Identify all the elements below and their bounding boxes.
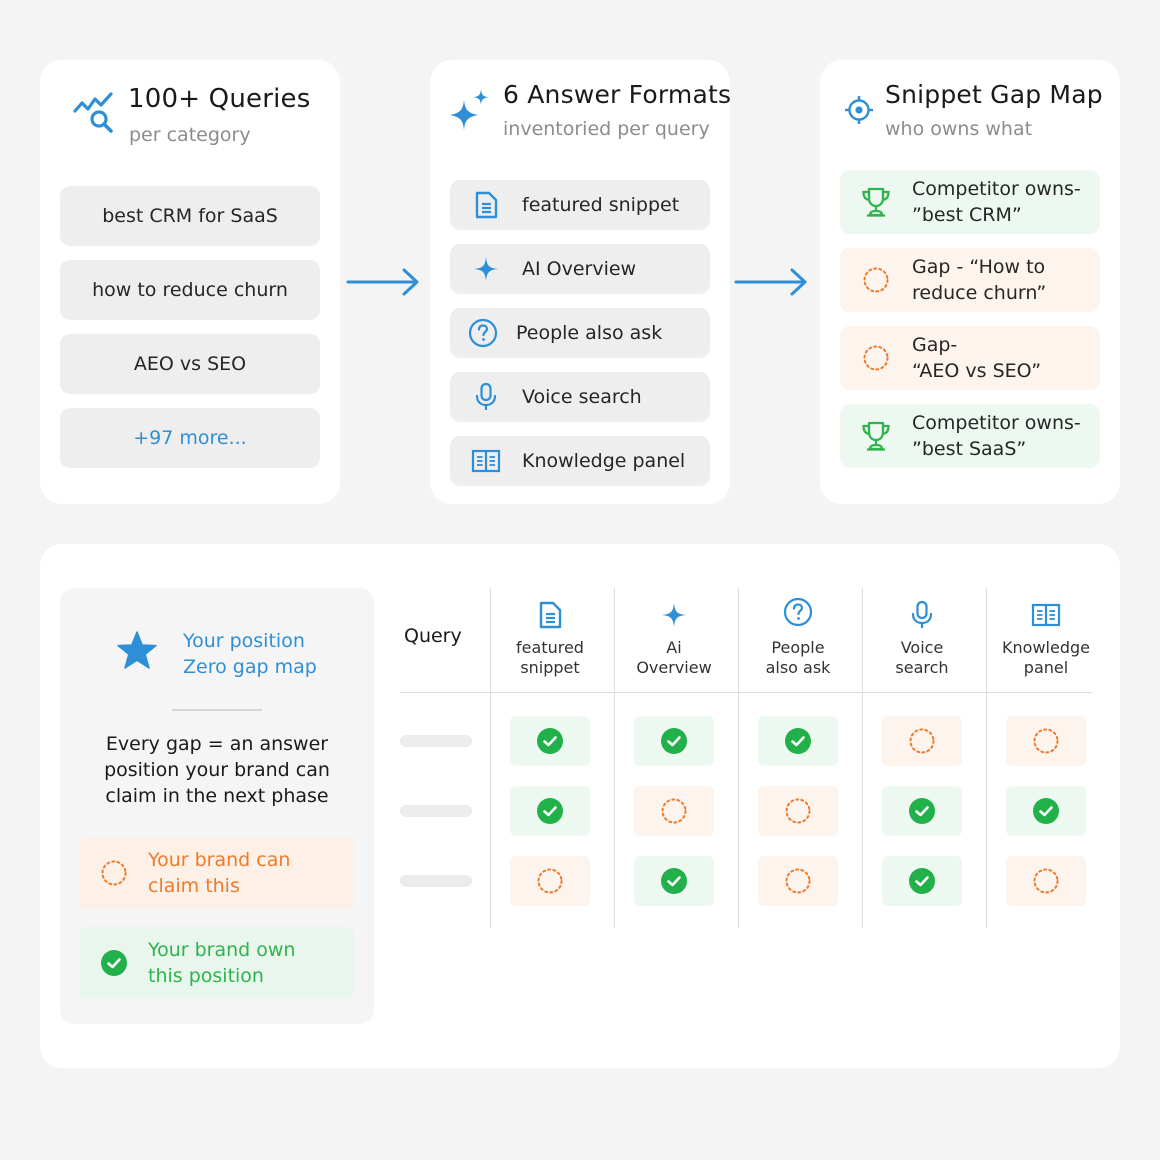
header-divider	[400, 692, 1092, 693]
gap-item-owned	[840, 170, 1100, 234]
dotted-circle-icon	[80, 859, 148, 887]
matrix-cell-owned	[882, 856, 962, 906]
format-item-knowledge-panel	[450, 436, 710, 486]
gap-item-label: Gap- “AEO vs SEO”	[912, 334, 1042, 382]
query-placeholder	[400, 805, 472, 817]
trophy-icon	[840, 404, 912, 468]
check-circle-icon	[660, 867, 688, 895]
dotted-circle-icon	[660, 797, 688, 825]
book-icon	[1031, 592, 1061, 638]
position-title: Your position Zero gap map	[183, 630, 317, 678]
column-header-voice-search	[860, 592, 984, 678]
column-header-ai-overview	[612, 592, 736, 678]
column-label: Ai Overview	[636, 638, 712, 677]
query-placeholder	[400, 735, 472, 747]
dotted-circle-icon	[1032, 727, 1060, 755]
divider	[172, 709, 262, 711]
matrix-cell-gap	[882, 716, 962, 766]
query-column-header: Query	[404, 625, 462, 647]
star-icon	[116, 631, 158, 675]
question-icon	[783, 586, 813, 638]
check-circle-icon	[536, 727, 564, 755]
gap-item-label: Competitor owns- ”best SaaS”	[912, 412, 1081, 460]
check-circle-icon	[908, 797, 936, 825]
matrix-cell-gap	[510, 856, 590, 906]
check-circle-icon	[784, 727, 812, 755]
format-label: Knowledge panel	[522, 450, 686, 472]
legend-gap	[80, 837, 354, 909]
book-icon	[450, 436, 522, 486]
matrix-cell-owned	[1006, 786, 1086, 836]
query-item: how to reduce churn	[60, 260, 320, 320]
matrix-cell-owned	[634, 716, 714, 766]
dotted-circle-icon	[784, 797, 812, 825]
format-label: AI Overview	[522, 258, 637, 280]
matrix-cell-owned	[758, 716, 838, 766]
matrix-cell-gap	[1006, 716, 1086, 766]
format-item-featured-snippet	[450, 180, 710, 230]
dotted-circle-icon	[908, 727, 936, 755]
query-item: AEO vs SEO	[60, 334, 320, 394]
dotted-circle-icon	[1032, 867, 1060, 895]
gap-item-gap	[840, 326, 1100, 390]
legend-own	[80, 927, 354, 999]
legend-gap-label: Your brand can claim this	[148, 849, 291, 897]
matrix-cell-gap	[758, 786, 838, 836]
sparkle-icon	[448, 88, 492, 138]
gap-item-gap	[840, 248, 1100, 312]
document-icon	[450, 180, 522, 230]
column-header-knowledge-panel	[984, 592, 1108, 678]
matrix-cell-owned	[882, 786, 962, 836]
zero-gap-map-card	[40, 544, 1120, 1068]
microphone-icon	[910, 592, 934, 638]
legend-panel	[60, 588, 374, 1024]
gap-map-card	[820, 60, 1120, 504]
matrix-cell-gap	[1006, 856, 1086, 906]
format-item-people-also-ask	[450, 308, 710, 358]
matrix-cell-owned	[510, 716, 590, 766]
formats-card	[430, 60, 730, 504]
matrix-cell-owned	[634, 856, 714, 906]
format-label: featured snippet	[522, 194, 680, 216]
trophy-icon	[840, 170, 912, 234]
matrix-cell-owned	[510, 786, 590, 836]
legend-own-label: Your brand own this position	[148, 939, 296, 987]
format-label: People also ask	[516, 322, 663, 344]
arrow-right-icon	[734, 266, 810, 302]
queries-title: 100+ Queries	[128, 84, 311, 114]
column-label: Voice search	[895, 638, 949, 677]
column-label: Knowledge panel	[1002, 638, 1090, 677]
dotted-circle-icon	[536, 867, 564, 895]
arrow-right-icon	[346, 266, 422, 302]
gap-map-title: Snippet Gap Map	[885, 80, 1103, 109]
column-label: People also ask	[765, 638, 831, 677]
question-icon	[450, 308, 516, 358]
dotted-circle-icon	[784, 867, 812, 895]
check-circle-icon	[536, 797, 564, 825]
check-circle-icon	[908, 867, 936, 895]
format-item-ai-overview	[450, 244, 710, 294]
format-item-voice-search	[450, 372, 710, 422]
matrix-cell-gap	[634, 786, 714, 836]
check-circle-icon	[80, 949, 148, 977]
sparkle-icon	[661, 592, 687, 638]
query-item: best CRM for SaaS	[60, 186, 320, 246]
formats-title: 6 Answer Formats	[503, 80, 732, 109]
gap-item-label: Competitor owns- ”best CRM”	[912, 178, 1081, 226]
microphone-icon	[450, 372, 522, 422]
queries-card	[40, 60, 340, 504]
dotted-circle-icon	[840, 326, 912, 390]
trend-search-icon	[72, 90, 116, 138]
gap-item-owned	[840, 404, 1100, 468]
check-circle-icon	[660, 727, 688, 755]
column-header-featured-snippet	[488, 592, 612, 678]
format-label: Voice search	[522, 386, 642, 408]
more-queries-link[interactable]: +97 more...	[60, 408, 320, 468]
gap-map-subtitle: who owns what	[885, 118, 1033, 140]
formats-subtitle: inventoried per query	[503, 118, 710, 140]
target-icon	[844, 95, 874, 129]
document-icon	[537, 592, 563, 638]
matrix-cell-gap	[758, 856, 838, 906]
gap-explanation: Every gap = an answer position your brand can claim in the next phase	[104, 733, 330, 807]
queries-subtitle: per category	[129, 124, 251, 146]
dotted-circle-icon	[840, 248, 912, 312]
gap-item-label: Gap - “How to reduce churn”	[912, 256, 1047, 304]
check-circle-icon	[1032, 797, 1060, 825]
column-header-people-also-ask	[736, 592, 860, 678]
sparkle-icon	[450, 244, 522, 294]
query-placeholder	[400, 875, 472, 887]
column-label: featured snippet	[516, 638, 584, 677]
